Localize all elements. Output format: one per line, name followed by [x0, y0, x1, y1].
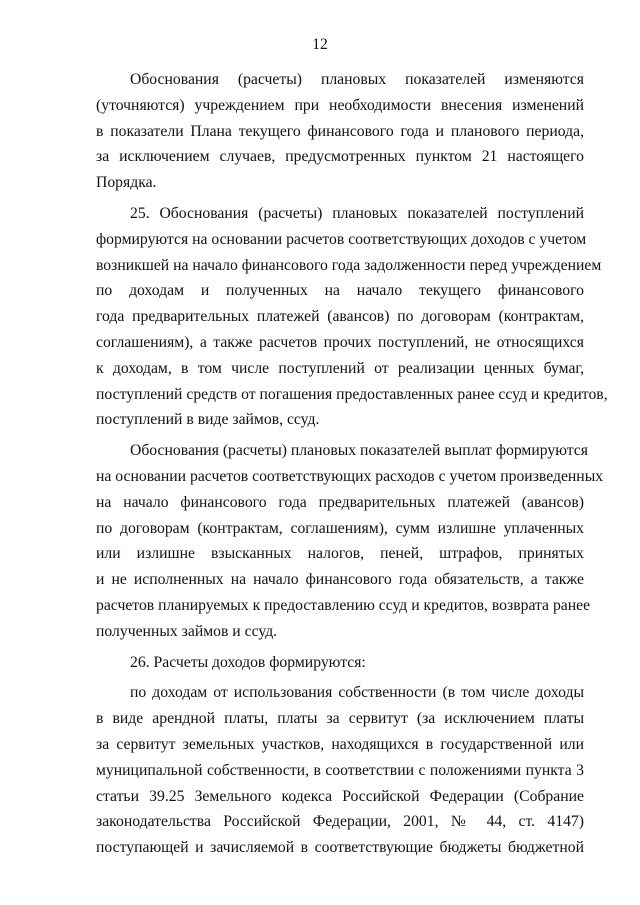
text-line: по доходам и полученных на начало текущего финансового: [96, 282, 584, 300]
text-line: по доходам от использования собственности (в том числе доходы: [130, 684, 584, 702]
text-line: поступающей и зачисляемой в соответствующие бюджеты бюджетной: [96, 839, 584, 857]
text-line: Обоснования (расчеты) плановых показателей выплат формируются: [130, 442, 588, 460]
text-line: к доходам, в том числе поступлений от реализации ценных бумаг,: [96, 359, 584, 377]
paragraph-payments-justification: [96, 438, 604, 644]
text-line: муниципальной собственности, в соответствии с положениями пункта 3: [96, 761, 584, 779]
text-line: за сервитут земельных участков, находящихся в государственной или: [96, 735, 584, 753]
text-line: Порядка.: [96, 174, 157, 192]
text-line: 25. Обоснования (расчеты) плановых показателей поступлений: [130, 204, 584, 222]
text-line: формируются на основании расчетов соответствующих доходов с учетом: [96, 230, 587, 248]
text-line: поступлений в виде займов, ссуд.: [96, 411, 320, 429]
text-line: соглашениям), а также расчетов прочих поступлений, не относящихся: [96, 333, 584, 351]
text-line: на основании расчетов соответствующих расходов с учетом произведенных: [96, 467, 604, 485]
text-line: статьи 39.25 Земельного кодекса Российской Федерации (Собрание: [96, 787, 584, 805]
paragraph-property-income: [96, 680, 584, 861]
text-line: в показатели Плана текущего финансового года и планового периода,: [96, 122, 584, 140]
page-number: 12: [312, 36, 328, 53]
text-line: или излишне взысканных налогов, пеней, штрафов, принятых: [96, 545, 584, 563]
text-line: в виде арендной платы, платы за сервитут (за исключением платы: [96, 710, 584, 728]
text-line: полученных займов и ссуд.: [96, 622, 278, 640]
text-line: по договорам (контрактам, соглашениям), сумм излишне уплаченных: [96, 519, 584, 537]
paragraph-justification-changes: [96, 67, 584, 196]
text-line: года предварительных платежей (авансов) по договорам (контрактам,: [96, 308, 584, 326]
paragraph-clause-26: [96, 650, 584, 676]
text-line: за исключением случаев, предусмотренных пунктом 21 настоящего: [96, 148, 584, 166]
text-line: возникшей на начало финансового года задолженности перед учреждением: [96, 256, 602, 274]
text-line: (уточняются) учреждением при необходимости внесения изменений: [96, 96, 584, 114]
text-line: законодательства Российской Федерации, 2001, № 44, ст. 4147): [96, 813, 584, 831]
text-line: и не исполненных на начало финансового года обязательств, а также: [96, 571, 584, 589]
paragraph-clause-25: [96, 201, 608, 433]
document-body: [96, 67, 608, 861]
text-line: Обоснования (расчеты) плановых показателей изменяются: [130, 71, 584, 88]
text-line: поступлений средств от погашения предоставленных ранее ссуд и кредитов,: [96, 385, 608, 403]
text-line: расчетов планируемых к предоставлению ссуд и кредитов, возврата ранее: [96, 596, 591, 614]
text-line: на начало финансового года предварительных платежей (авансов): [96, 493, 584, 511]
text-line: 26. Расчеты доходов формируются:: [130, 653, 366, 671]
